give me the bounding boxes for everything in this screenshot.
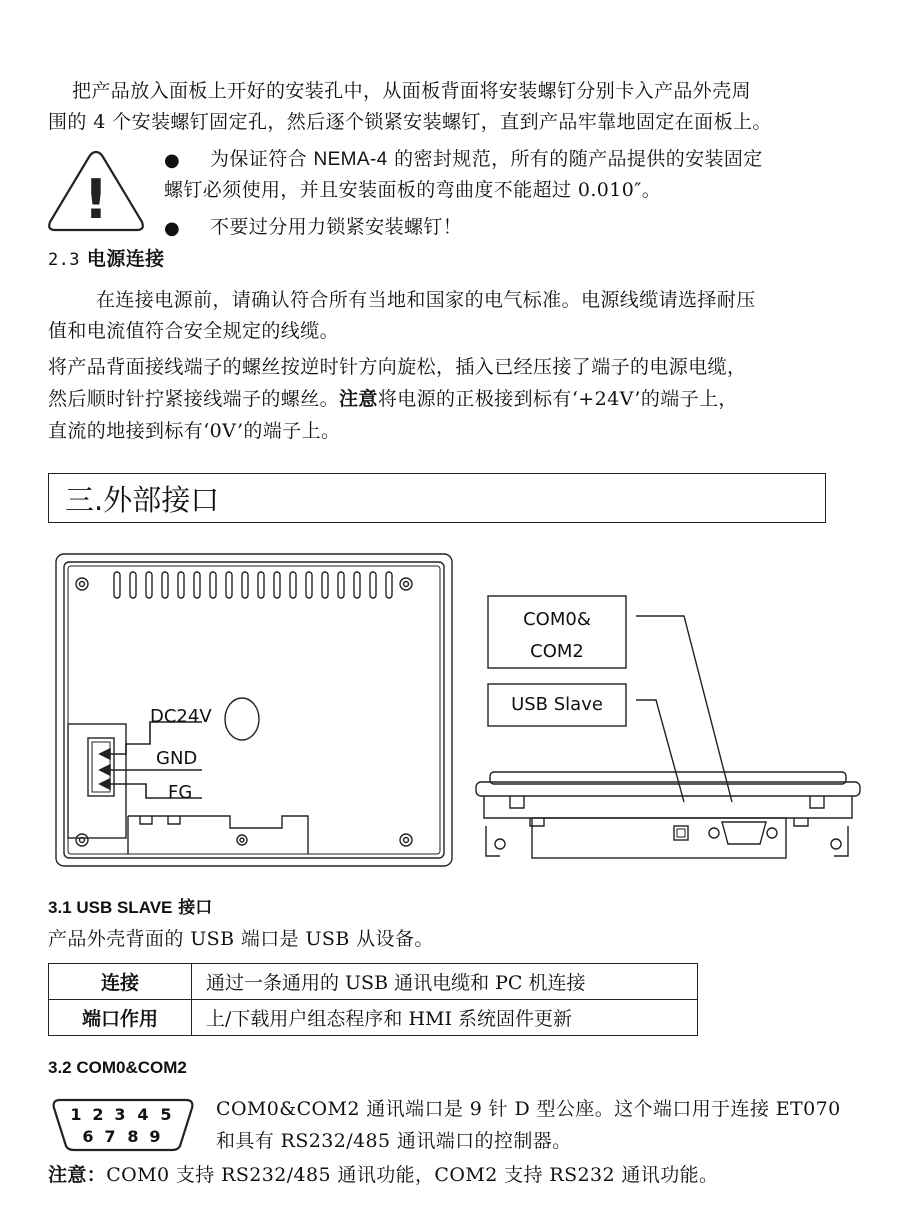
p1-line-2: 值和电流值符合安全规定的线缆。: [48, 320, 340, 342]
com-note-text: COM0 支持 RS232/485 通讯功能，COM2 支持 RS232 通讯功能。: [106, 1164, 719, 1186]
pin-label: 6: [82, 1127, 94, 1146]
pin-label: 5: [160, 1105, 172, 1124]
caution-item-1-post: 的密封规范，所有的随产品提供的安装固定: [387, 148, 763, 170]
com-note: [48, 1160, 718, 1191]
pin-label: 7: [104, 1127, 116, 1146]
caution-item-1-line2: 螺钉必须使用，并且安装面板的弯曲度不能超过 0.010″。: [164, 179, 662, 201]
pin-label: 1: [70, 1105, 82, 1124]
p2-line-2: [48, 384, 738, 415]
p2-line-2-pre: 然后顺时针拧紧接线端子的螺丝。: [48, 388, 340, 410]
heading-3-2: 3.2 COM0&COM2: [48, 1058, 187, 1077]
table-key: 端口作用: [49, 1000, 192, 1036]
table-key: 连接: [49, 964, 192, 1000]
pin-label: 8: [127, 1127, 139, 1146]
caution-item-1-pre: 为保证符合: [210, 148, 314, 170]
caution-bullet-1: ●: [164, 150, 180, 171]
heading-3-1: [48, 893, 212, 918]
usb-spec-table: [48, 963, 698, 1036]
intro-line-1: 把产品放入面板上开好的安装孔中，从面板背面将安装螺钉分别卡入产品外壳周: [72, 80, 752, 102]
heading-2-3-num: 2.3: [48, 250, 80, 270]
label-fg: FG: [168, 782, 193, 803]
table-row: [49, 1000, 698, 1036]
caution-item-1: [210, 144, 763, 175]
label-com-line1: COM0&: [523, 609, 591, 630]
usb-desc: 产品外壳背面的 USB 端口是 USB 从设备。: [48, 928, 434, 950]
table-row: [49, 964, 698, 1000]
label-com-line2: COM2: [530, 641, 584, 662]
caution-bullet-2: ●: [164, 218, 180, 239]
p2-note-label: 注意: [339, 388, 378, 410]
label-com: [488, 604, 626, 668]
p2-line-1: 将产品背面接线端子的螺丝按逆时针方向旋松，插入已经压接了端子的电源电缆，: [48, 356, 747, 378]
pin-label: 9: [149, 1127, 161, 1146]
com-note-label: 注意：: [48, 1164, 107, 1186]
db9-pin-icon: [48, 1094, 198, 1156]
com-desc-line-1: COM0&COM2 通讯端口是 9 针 D 型公座。这个端口用于连接 ET070: [216, 1098, 841, 1120]
heading-3-1-num: 3.1 USB SLAVE: [48, 898, 173, 917]
p2-line-2-post: 将电源的正极接到标有‘+24V’的端子上，: [377, 388, 738, 410]
rear-view-diagram: [52, 552, 456, 870]
section-3-header-box: [48, 473, 826, 523]
heading-3-1-cn: 接口: [172, 898, 213, 918]
com-desc-line-2: 和具有 RS232/485 通讯端口的控制器。: [216, 1130, 572, 1152]
pin-label: 3: [114, 1105, 126, 1124]
p1-line-1: 在连接电源前，请确认符合所有当地和国家的电气标准。电源线缆请选择耐压: [96, 289, 756, 311]
pin-label: 4: [137, 1105, 149, 1124]
heading-2-3: [48, 244, 165, 276]
label-dc24v: DC24V: [150, 706, 212, 727]
intro-line-2: 围的 4 个安装螺钉固定孔，然后逐个锁紧安装螺钉，直到产品牢靠地固定在面板上。: [48, 111, 772, 133]
caution-item-2: 不要过分用力锁紧安装螺钉！: [210, 216, 463, 238]
caution-item-1-code: NEMA-4: [313, 149, 388, 170]
caution-triangle-icon: [46, 148, 146, 234]
table-value: 通过一条通用的 USB 通讯电缆和 PC 机连接: [192, 964, 698, 1000]
p2-line-3: 直流的地接到标有‘0V’的端子上。: [48, 420, 341, 442]
label-usb-slave: USB Slave: [511, 694, 603, 715]
heading-2-3-text: 电源连接: [86, 248, 165, 270]
label-gnd: GND: [156, 748, 198, 769]
caution-glyph: !: [83, 168, 109, 231]
table-value: 上/下载用户组态程序和 HMI 系统固件更新: [192, 1000, 698, 1036]
pin-label: 2: [92, 1105, 104, 1124]
section-3-title: 三.外部接口: [65, 483, 220, 517]
